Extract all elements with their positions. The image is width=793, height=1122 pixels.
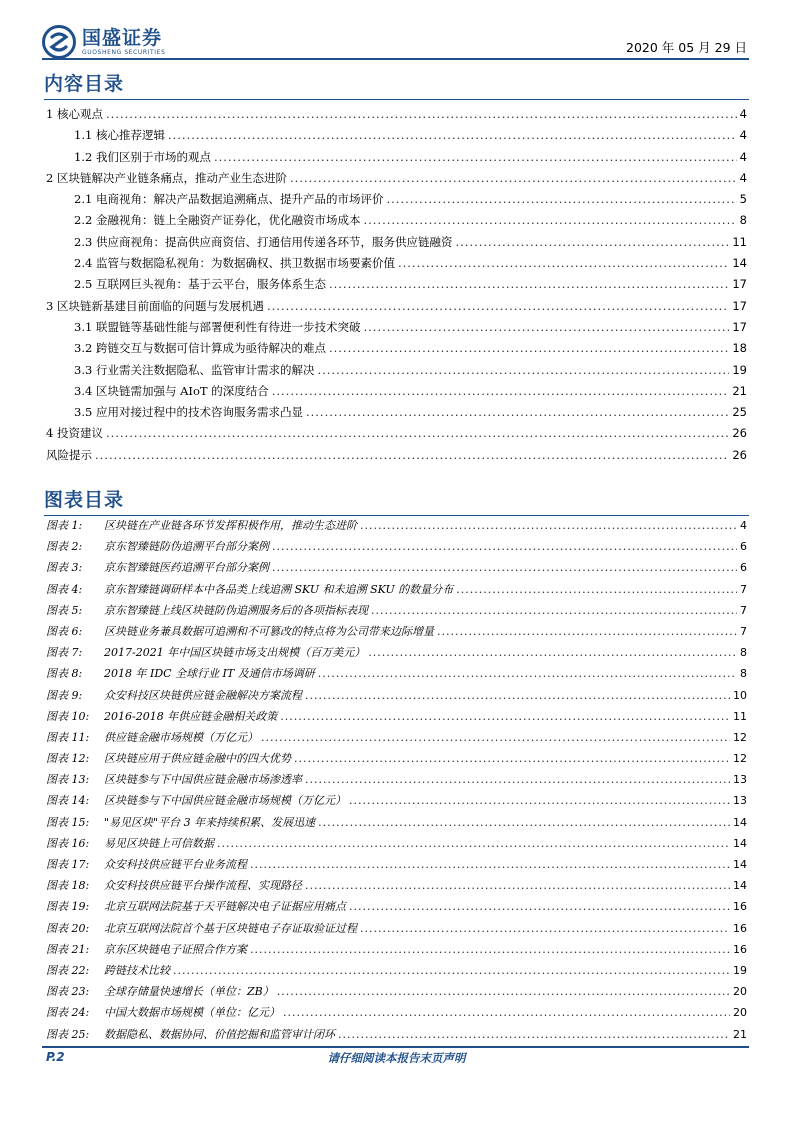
figure-entry-label: 图表 17: xyxy=(46,858,90,871)
toc-entry[interactable] xyxy=(46,317,747,338)
figure-entry-title: 北京互联网法院首个基于区块链电子存证取验证过程 xyxy=(104,921,357,935)
figure-leader-dots xyxy=(277,981,730,1002)
figure-entry-label: 图表 16: xyxy=(46,836,90,850)
figure-entry-page: 7 xyxy=(740,582,747,596)
toc-leader-dots xyxy=(363,210,736,231)
figure-leader-dots xyxy=(437,621,737,642)
toc-entry-title: 3 区块链新基建目前面临的问题与发展机遇 xyxy=(46,298,264,313)
figure-entry-title: 京东智臻链上线区块链防伪追溯服务后的各项指标表现 xyxy=(104,603,368,617)
figure-entry[interactable] xyxy=(46,579,747,600)
toc-entry[interactable] xyxy=(46,232,747,253)
toc-entry-title: 2.3 供应商视角：提高供应商资信、打通信用传递各环节，服务供应链融资 xyxy=(74,234,453,249)
figure-entry-label: 图表 23: xyxy=(46,985,90,999)
figure-entry[interactable] xyxy=(46,621,747,642)
toc-entry[interactable] xyxy=(46,338,747,359)
figure-entry-label: 图表 15: xyxy=(46,815,90,829)
figure-leader-dots xyxy=(371,600,737,621)
figure-entry-label: 图表 7: xyxy=(46,646,83,660)
figure-entry-title: 2016-2018 年供应链金融相关政策 xyxy=(104,709,278,723)
toc-entry-page: 8 xyxy=(739,213,747,228)
toc-entry[interactable] xyxy=(46,125,747,146)
figure-entry-label: 图表 13: xyxy=(46,773,90,787)
figures-index xyxy=(46,515,747,1045)
figure-entry[interactable] xyxy=(46,981,747,1002)
toc-entry-title: 3.4 区块链需加强与 AIoT 的深度结合 xyxy=(74,383,269,398)
figure-entry-page: 11 xyxy=(733,709,747,723)
figure-entry-title: 京东区块链电子证照合作方案 xyxy=(104,942,247,956)
figure-entry-label: 图表 19: xyxy=(46,900,90,914)
toc-entry-page: 4 xyxy=(739,107,747,121)
toc-entry-title: 2.4 监管与数据隐私视角：为数据确权、拱卫数据市场要素价值 xyxy=(74,256,395,271)
toc-leader-dots xyxy=(95,445,729,466)
figure-entry-label: 图表 22: xyxy=(46,963,90,977)
figure-entry-label: 图表 25: xyxy=(46,1027,90,1041)
figure-entry-page: 4 xyxy=(740,519,747,532)
figure-entry-label: 图表 2: xyxy=(46,540,83,554)
figure-entry-title: 众安科技区块链供应链金融解决方案流程 xyxy=(104,688,302,702)
toc-entry-page: 21 xyxy=(732,383,747,398)
toc-entry-title: 2 区块链解决产业链条痛点，推动产业生态进阶 xyxy=(46,170,287,185)
figure-entry-title: 中国大数据市场规模（单位：亿元） xyxy=(104,1006,280,1020)
figure-entry-page: 21 xyxy=(733,1027,747,1041)
figure-entry-label: 图表 20: xyxy=(46,921,90,935)
toc-leader-dots xyxy=(267,296,729,317)
figure-entry-label: 图表 14: xyxy=(46,794,90,808)
figure-entry-page: 16 xyxy=(733,921,747,935)
figure-entry-label: 图表 8: xyxy=(46,667,83,681)
figure-entry[interactable] xyxy=(46,790,747,811)
toc-leader-dots xyxy=(290,168,737,189)
figure-entry-title: 京东智臻链调研样本中各品类上线追溯 SKU 和未追溯 SKU 的数量分布 xyxy=(104,582,454,596)
toc-entry-title: 3.1 联盟链等基础性能与部署便利性有待进一步技术突破 xyxy=(74,319,361,334)
toc-entry[interactable] xyxy=(46,381,747,402)
figure-leader-dots xyxy=(349,896,730,917)
figure-entry[interactable] xyxy=(46,918,747,939)
toc-entry-page: 11 xyxy=(732,234,747,249)
toc-entry[interactable] xyxy=(46,402,747,423)
toc-leader-dots xyxy=(106,104,737,125)
figure-leader-dots xyxy=(250,939,730,960)
figure-leader-dots xyxy=(272,536,737,557)
toc-leader-dots xyxy=(455,232,729,253)
figure-leader-dots xyxy=(318,663,737,684)
figure-entry-page: 12 xyxy=(733,730,747,744)
toc-entry-page: 14 xyxy=(732,256,747,271)
figure-entry-label: 图表 1: xyxy=(46,519,83,532)
toc-entry-page: 5 xyxy=(739,192,747,207)
figure-entry-title: 区块链参与下中国供应链金融市场渗透率 xyxy=(104,773,302,787)
toc-entry[interactable] xyxy=(46,189,747,210)
toc-entry-title: 1.1 核心推荐逻辑 xyxy=(74,128,165,143)
figure-entry-title: 区块链参与下中国供应链金融市场规模（万亿元） xyxy=(104,794,346,808)
figure-leader-dots xyxy=(338,1024,730,1045)
disclaimer-note: 请仔细阅读本报告末页声明 xyxy=(327,1051,466,1065)
toc-entry-title: 1.2 我们区别于市场的观点 xyxy=(74,149,211,164)
toc-leader-dots xyxy=(329,338,729,359)
figure-entry-label: 图表 12: xyxy=(46,752,90,766)
toc-entry-title: 4 投资建议 xyxy=(46,426,103,441)
figure-entry[interactable] xyxy=(46,1024,747,1045)
figure-entry[interactable] xyxy=(46,854,747,875)
toc-title-divider xyxy=(44,99,749,100)
figure-entry-title: 跨链技术比较 xyxy=(104,963,170,977)
figure-entry-page: 10 xyxy=(733,688,747,702)
figure-leader-dots xyxy=(368,642,737,663)
figure-entry-page: 13 xyxy=(733,794,747,808)
toc-leader-dots xyxy=(214,147,737,168)
figure-entry-page: 16 xyxy=(733,900,747,914)
toc-leader-dots xyxy=(363,317,729,338)
figure-leader-dots xyxy=(349,790,730,811)
figure-entry[interactable] xyxy=(46,960,747,981)
figure-entry-title: 北京互联网法院基于天平链解决电子证据应用痛点 xyxy=(104,900,346,914)
figure-entry-label: 图表 3: xyxy=(46,561,83,575)
toc-title: 内容目录 xyxy=(44,73,125,95)
toc-entry-page: 4 xyxy=(739,170,747,185)
figure-leader-dots xyxy=(217,833,730,854)
figure-leader-dots xyxy=(305,685,730,706)
figure-entry-page: 14 xyxy=(733,836,747,850)
figure-entry-title: 2017-2021 年中国区块链市场支出规模（百万美元） xyxy=(104,646,366,660)
toc-entry-page: 26 xyxy=(732,447,747,462)
toc-entry-page: 4 xyxy=(739,128,747,143)
figure-entry[interactable] xyxy=(46,536,747,557)
figure-entry-page: 19 xyxy=(733,963,747,977)
toc-leader-dots xyxy=(272,381,730,402)
figure-entry[interactable] xyxy=(46,939,747,960)
toc-entry[interactable] xyxy=(46,104,747,125)
toc-entry-page: 26 xyxy=(732,426,747,441)
brand-name: 国盛证券 xyxy=(82,26,163,49)
brand-name-en: GUOSHENG SECURITIES xyxy=(82,48,166,56)
toc-entry-page: 25 xyxy=(732,405,747,420)
toc-entry-title: 2.5 互联网巨头视角：基于云平台，服务体系生态 xyxy=(74,277,326,292)
figure-entry[interactable] xyxy=(46,663,747,684)
toc-entry-title: 风险提示 xyxy=(46,447,92,462)
figure-entry-title: 2018 年 IDC 全球行业 IT 及通信市场调研 xyxy=(104,667,315,681)
figure-entry-title: 区块链应用于供应链金融中的四大优势 xyxy=(104,752,291,766)
figure-entry[interactable] xyxy=(46,642,747,663)
figure-entry-label: 图表 9: xyxy=(46,688,83,702)
toc-entry[interactable] xyxy=(46,360,747,381)
footer-divider xyxy=(42,1046,749,1048)
figure-entry-title: 易见区块链上可信数据 xyxy=(104,836,214,850)
figure-entry-page: 12 xyxy=(733,752,747,766)
figure-leader-dots xyxy=(261,727,730,748)
toc-leader-dots xyxy=(329,274,729,295)
figure-entry-label: 图表 18: xyxy=(46,879,90,893)
figure-entry-page: 14 xyxy=(733,815,747,829)
toc-entry-title: 1 核心观点 xyxy=(46,107,103,121)
toc-leader-dots xyxy=(317,360,729,381)
toc-entry[interactable] xyxy=(46,147,747,168)
toc-leader-dots xyxy=(306,402,729,423)
figure-entry-label: 图表 24: xyxy=(46,1006,90,1020)
figure-leader-dots xyxy=(272,557,737,578)
figure-entry-page: 20 xyxy=(733,1006,747,1020)
figure-leader-dots xyxy=(294,748,730,769)
figure-entry-label: 图表 21: xyxy=(46,942,90,956)
toc-leader-dots xyxy=(106,423,729,444)
figures-index-title: 图表目录 xyxy=(44,489,125,511)
figure-leader-dots xyxy=(173,960,730,981)
toc-entry-page: 19 xyxy=(732,362,747,377)
figure-entry[interactable] xyxy=(46,727,747,748)
figure-entry[interactable] xyxy=(46,812,747,833)
table-of-contents xyxy=(46,104,747,466)
figure-entry-page: 7 xyxy=(740,603,747,617)
toc-entry-page: 17 xyxy=(732,319,747,334)
figure-entry-page: 13 xyxy=(733,773,747,787)
toc-leader-dots xyxy=(168,125,737,146)
figure-entry[interactable] xyxy=(46,557,747,578)
toc-entry-title: 2.1 电商视角：解决产品数据追溯痛点、提升产品的市场评价 xyxy=(74,192,384,207)
figure-entry-page: 7 xyxy=(740,624,747,638)
toc-entry-title: 3.3 行业需关注数据隐私、监管审计需求的解决 xyxy=(74,362,315,377)
figure-leader-dots xyxy=(280,706,730,727)
figure-entry-title: 众安科技供应链平台操作流程、实现路径 xyxy=(104,879,302,893)
figure-entry-label: 图表 4: xyxy=(46,582,83,596)
toc-entry-page: 4 xyxy=(739,149,747,164)
figure-leader-dots xyxy=(305,769,730,790)
figure-entry[interactable] xyxy=(46,896,747,917)
figure-entry[interactable] xyxy=(46,515,747,536)
page-number: P.2 xyxy=(46,1050,65,1064)
figure-entry[interactable] xyxy=(46,706,747,727)
toc-entry[interactable] xyxy=(46,445,747,466)
toc-entry-title: 3.5 应用对接过程中的技术咨询服务需求凸显 xyxy=(74,405,303,420)
figure-leader-dots xyxy=(318,812,730,833)
toc-entry[interactable] xyxy=(46,274,747,295)
toc-entry[interactable] xyxy=(46,168,747,189)
figure-entry-page: 6 xyxy=(740,540,747,554)
figure-entry-page: 14 xyxy=(733,879,747,893)
figure-entry-title: 京东智臻链医药追溯平台部分案例 xyxy=(104,561,269,575)
toc-entry-title: 2.2 金融视角：链上全融资产证券化，优化融资市场成本 xyxy=(74,213,361,228)
toc-entry[interactable] xyxy=(46,423,747,444)
figure-entry[interactable] xyxy=(46,769,747,790)
figure-entry-title: 区块链在产业链各环节发挥积极作用，推动生态进阶 xyxy=(104,519,357,532)
figure-entry-page: 16 xyxy=(733,942,747,956)
header-divider xyxy=(42,58,749,60)
figure-entry-label: 图表 6: xyxy=(46,624,83,638)
figure-entry-title: 全球存储量快速增长（单位：ZB） xyxy=(104,985,274,999)
figure-leader-dots xyxy=(250,854,730,875)
figure-entry-page: 14 xyxy=(733,858,747,871)
figure-entry[interactable] xyxy=(46,1002,747,1023)
figure-leader-dots xyxy=(283,1002,730,1023)
figure-entry-title: "易见区块"平台 3 年来持续积累、发展迅速 xyxy=(104,815,316,829)
toc-entry-title: 3.2 跨链交互与数据可信计算成为亟待解决的难点 xyxy=(74,341,326,356)
figure-entry[interactable] xyxy=(46,833,747,854)
figure-entry-page: 6 xyxy=(740,561,747,575)
toc-entry-page: 18 xyxy=(732,341,747,356)
figure-entry-title: 京东智臻链防伪追溯平台部分案例 xyxy=(104,540,269,554)
figure-entry[interactable] xyxy=(46,875,747,896)
figure-entry-page: 20 xyxy=(733,985,747,999)
toc-entry[interactable] xyxy=(46,296,747,317)
guosheng-logo-icon xyxy=(42,25,76,59)
figure-entry-page: 8 xyxy=(740,646,747,660)
brand-logo xyxy=(42,22,165,62)
figure-entry-label: 图表 10: xyxy=(46,709,90,723)
figure-entry-title: 区块链业务兼具数据可追溯和不可篡改的特点将为公司带来边际增量 xyxy=(104,624,434,638)
figure-entry[interactable] xyxy=(46,748,747,769)
toc-leader-dots xyxy=(386,189,736,210)
toc-leader-dots xyxy=(398,253,729,274)
figure-entry[interactable] xyxy=(46,600,747,621)
toc-entry[interactable] xyxy=(46,210,747,231)
report-date: 2020 年 05 月 29 日 xyxy=(626,40,747,55)
figure-entry-label: 图表 5: xyxy=(46,603,83,617)
figure-entry[interactable] xyxy=(46,685,747,706)
figure-leader-dots xyxy=(360,515,737,536)
figure-leader-dots xyxy=(305,875,730,896)
figure-leader-dots xyxy=(456,579,737,600)
toc-entry-page: 17 xyxy=(732,277,747,292)
figure-entry-title: 数据隐私、数据协同、价值挖掘和监管审计闭环 xyxy=(104,1027,335,1041)
figure-entry-title: 供应链金融市场规模（万亿元） xyxy=(104,730,258,744)
figure-leader-dots xyxy=(360,918,730,939)
figure-entry-title: 众安科技供应链平台业务流程 xyxy=(104,858,247,871)
toc-entry[interactable] xyxy=(46,253,747,274)
toc-entry-page: 17 xyxy=(732,298,747,313)
figure-entry-page: 8 xyxy=(740,667,747,681)
figure-entry-label: 图表 11: xyxy=(46,730,90,744)
